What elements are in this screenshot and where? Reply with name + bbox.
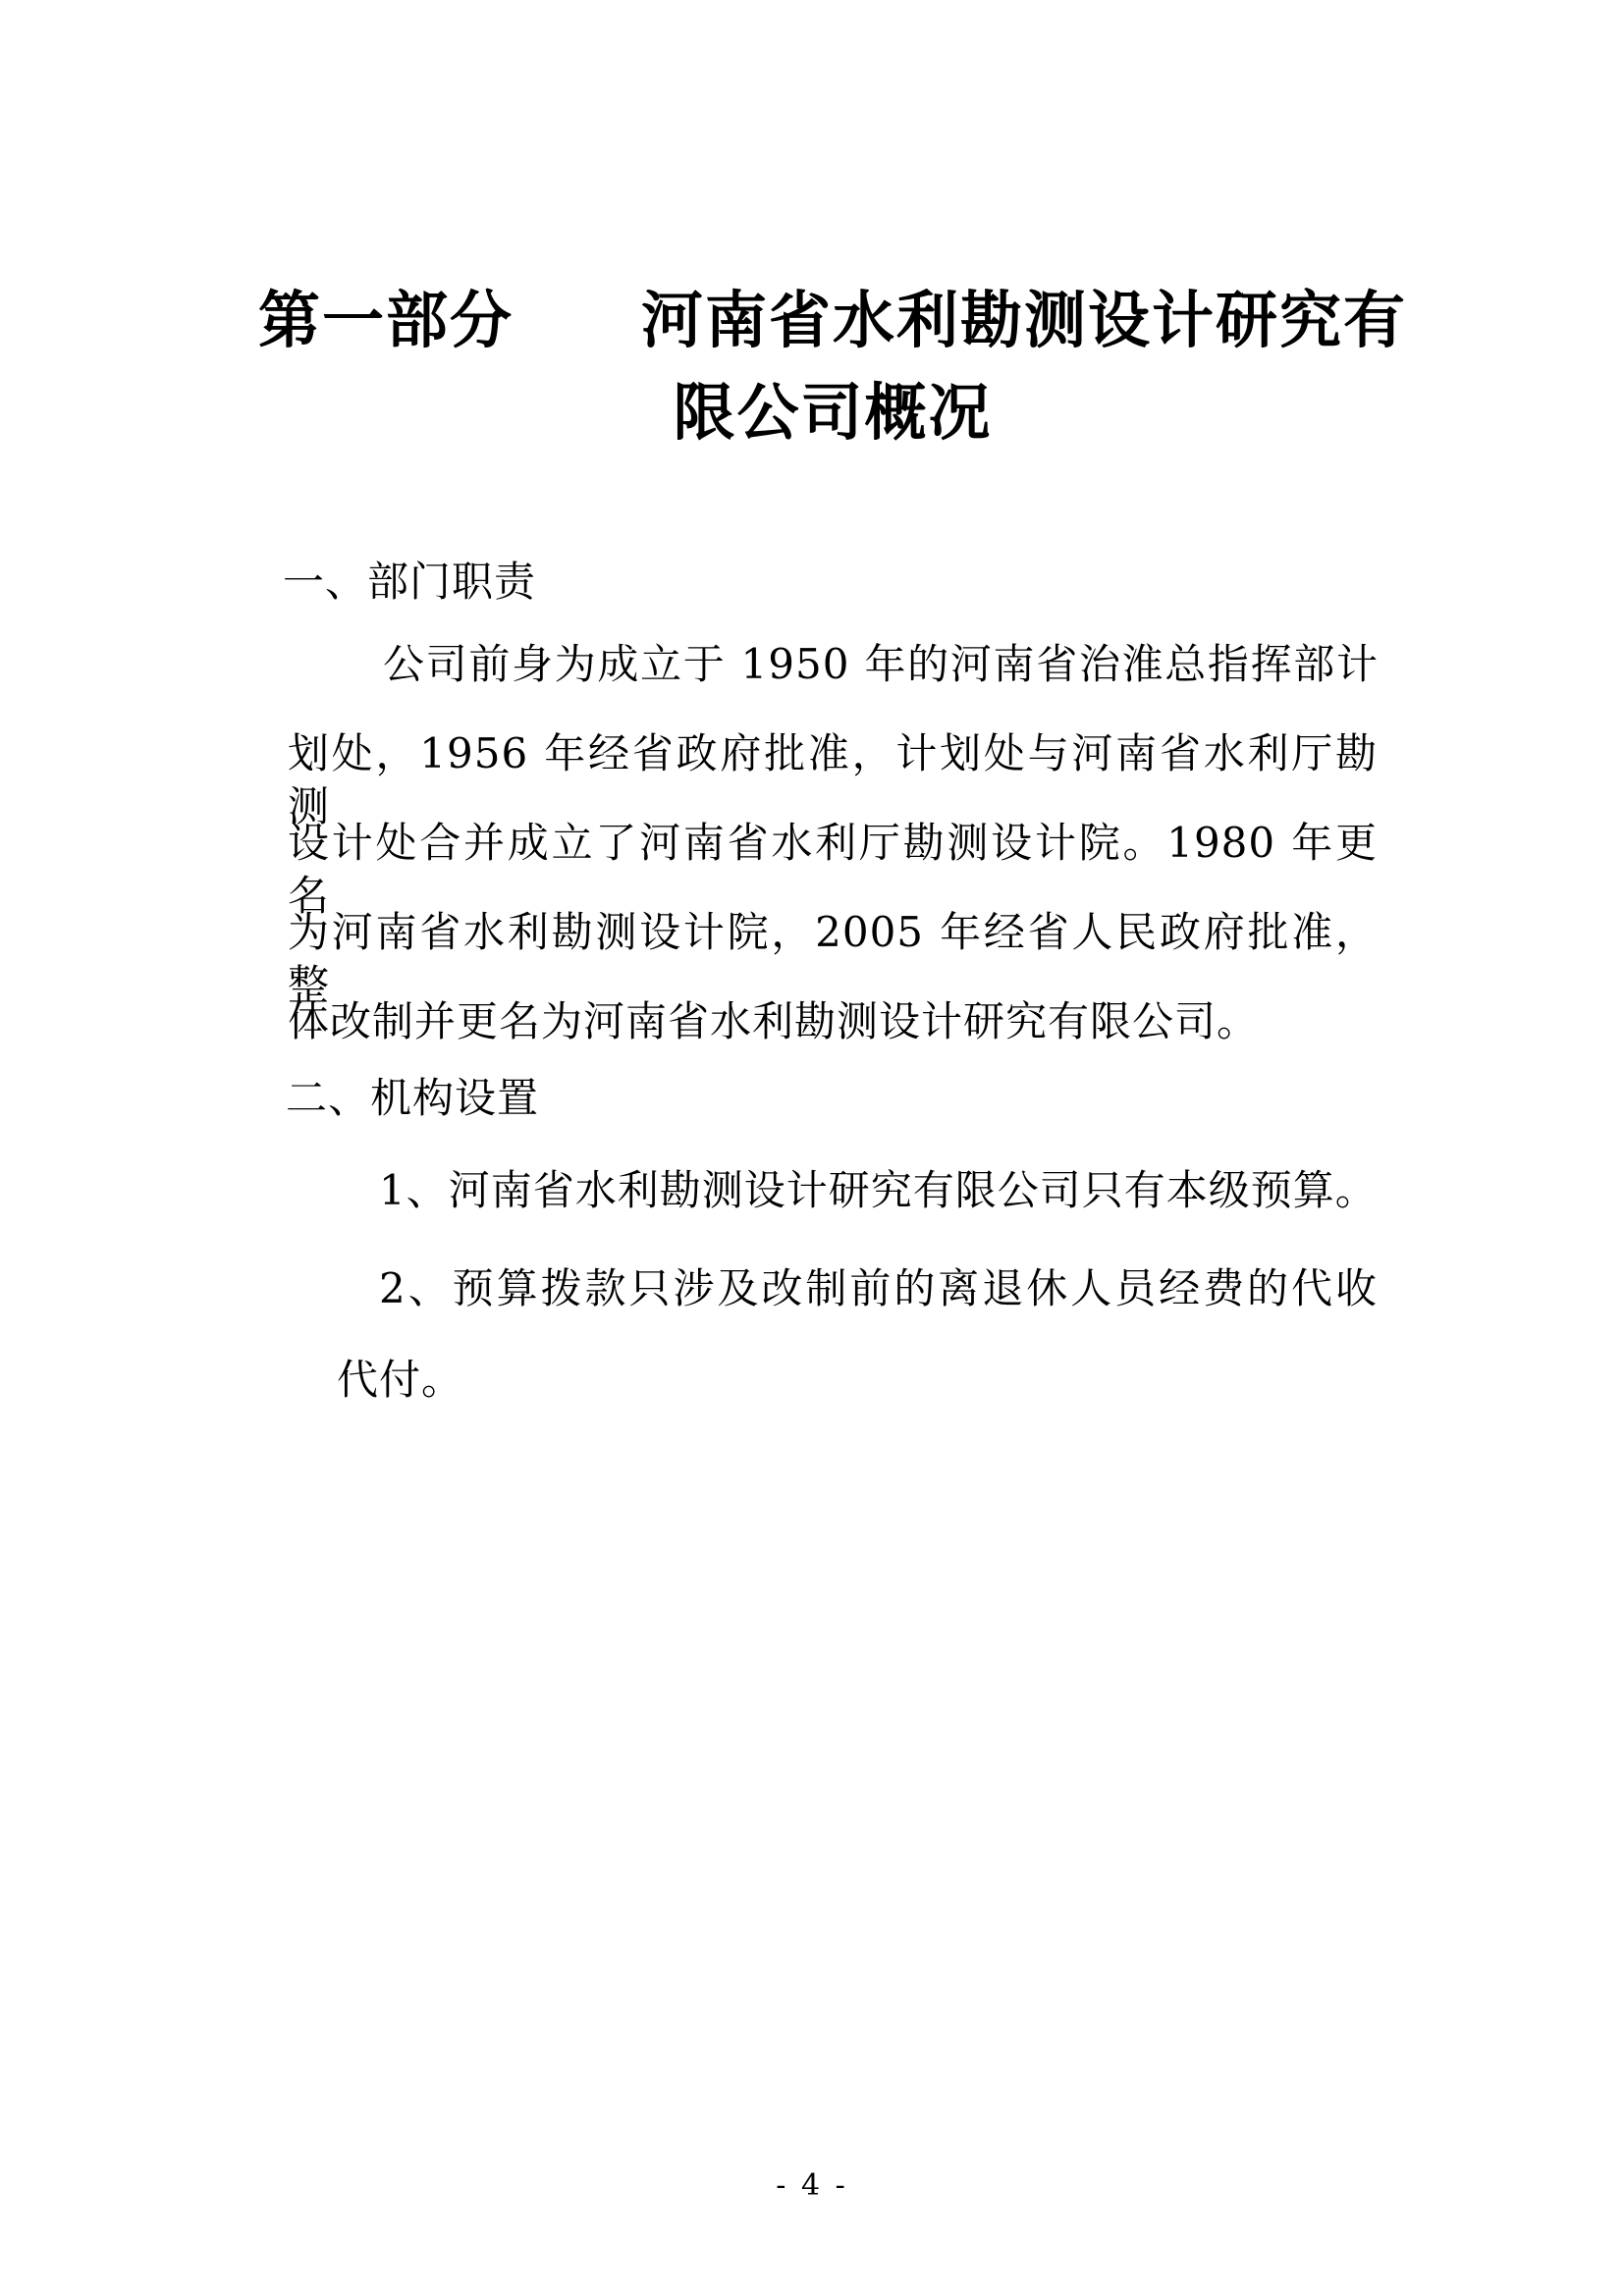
section-1-paragraph-line-3: 设计处合并成立了河南省水利厅勘测设计院。1980 年更名 (288, 819, 1378, 920)
section-1-heading: 一、部门职责 (283, 558, 537, 606)
section-2-item-2-continuation: 代付。 (337, 1356, 464, 1404)
section-2-item-1-line: 1、河南省水利勘测设计研究有限公司只有本级预算。 (379, 1166, 1378, 1214)
section-1-paragraph-line-4: 为河南省水利勘测设计院，2005 年经省人民政府批准，整 (288, 908, 1378, 1009)
section-2-heading: 二、机构设置 (286, 1074, 540, 1122)
section-1-paragraph-line-2: 划处，1956 年经省政府批准，计划处与河南省水利厅勘测 (288, 729, 1378, 830)
document-title-line-2: 限公司概况 (673, 377, 993, 449)
document-title-company-name: 河南省水利勘测设计研究有 (641, 285, 1407, 356)
page-number: - 4 - (776, 2168, 848, 2203)
section-1-paragraph-line-5: 体改制并更名为河南省水利勘测设计研究有限公司。 (288, 997, 1260, 1045)
section-1-paragraph-line-1: 公司前身为成立于 1950 年的河南省治淮总指挥部计 (383, 640, 1379, 688)
section-2-item-2-line: 2、预算拨款只涉及改制前的离退休人员经费的代收 (379, 1264, 1378, 1312)
document-title-part-number: 第一部分 (258, 285, 514, 356)
document-title-line-1 (248, 285, 1417, 357)
